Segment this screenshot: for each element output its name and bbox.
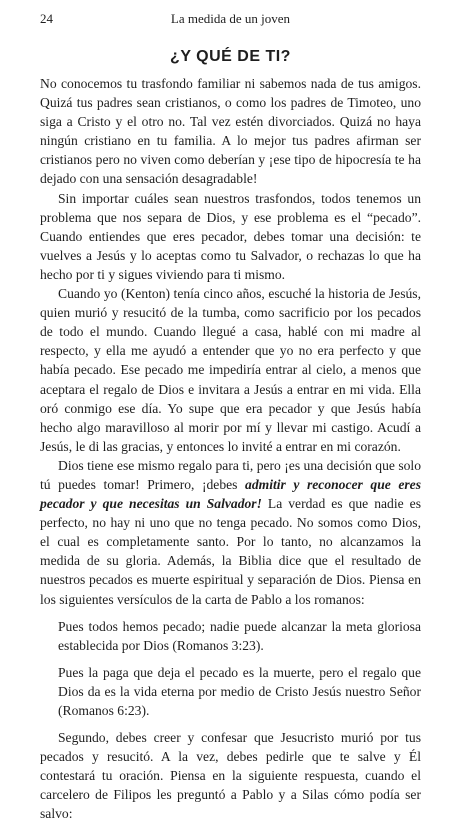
section-heading: ¿Y QUÉ DE TI? <box>170 48 291 65</box>
paragraph-family-background: No conocemos tu trasfondo familiar ni sabemos nada de tus amigos. Quizá tus padres sean cristianos, o como los padres de Timoteo, uno siga a Cristo y el otro no. Tal vez estén divorciados. Quizá no haya ningún cristiano en tu familia. A lo mejor tus padres afirman ser cristianos pero no viven como deberían y ¡ese tipo de hipocresía te ha dejado con una sensación desagradable! <box>40 76 421 187</box>
paragraph-text: La verdad es que nadie es perfecto, no hay ni uno que no tenga pecado. No somos como Dios, el cual es completamente santo. Por lo tanto, no alcanzamos la medida de su gloria. Además, la Biblia dice que el resultado de nuestros pecados es muerte espiritual y separación de Dios. Piensa en los siguientes versículos de la carta de Pablo a los romanos: <box>40 496 421 607</box>
running-title: La medida de un joven <box>170 11 291 26</box>
paragraph-sin-problem: Sin importar cuáles sean nuestros trasfondos, todos tenemos un problema que nos separa de Dios, y ese problema es el “pecado”. Cuando entiendes que eres pecador, debes tomar una decisión: te vuelves a Jesús y lo aceptas como tu Salvador, o rechazas lo que ha hecho por ti y sigues viviendo para ti mismo. <box>40 190 421 282</box>
paragraph-gift-decision <box>40 456 421 609</box>
emphasis-text: admitir y reconocer que eres pecador y que necesitas un Salvador! <box>40 476 421 512</box>
paragraph-text: Dios tiene ese mismo regalo para ti, pero ¡es una decisión que solo tú puedes tomar! Primero, ¡debes <box>40 457 421 492</box>
block-quote-romans-3-23: Pues todos hemos pecado; nadie puede alcanzar la meta gloriosa establecida por Dios (Romanos 3:23). <box>58 618 421 653</box>
page-content <box>40 48 421 823</box>
paragraph-believe-confess: Segundo, debes creer y confesar que Jesucristo murió por tus pecados y resucitó. A la vez, debes pedirle que te salve y Él contestará tu oración. Piensa en la siguiente respuesta, cuando el carcelero de Filipos les preguntó a Pablo y a Silas cómo podía ser salvo: <box>40 729 421 821</box>
paragraph-kenton-story: Cuando yo (Kenton) tenía cinco años, escuché la historia de Jesús, quien murió y resucitó de la tumba, como sacrificio por los pecados de todo el mundo. Cuando llegué a casa, hablé con mi madre al respecto, y ella me ayudó a entender que yo no era perfecto y que había pecado. Ese pecado me impediría entrar al cielo, a menos que aceptara el regalo de Dios e invitara a Jesús a entrar en mi vida. Ella oró conmigo ese día. Yo supe que era pecador y que Jesús había hecho algo maravilloso al morir por mí y llevar mi castigo. Acudí a Jesús, le di las gracias, y entonces lo invité a entrar en mi corazón. <box>40 286 421 454</box>
running-head <box>40 10 421 28</box>
block-quote-romans-6-23: Pues la paga que deja el pecado es la muerte, pero el regalo que Dios da es la vida eterna por medio de Cristo Jesús nuestro Señor (Romanos 6:23). <box>58 664 421 718</box>
page-number: 24 <box>40 11 53 26</box>
